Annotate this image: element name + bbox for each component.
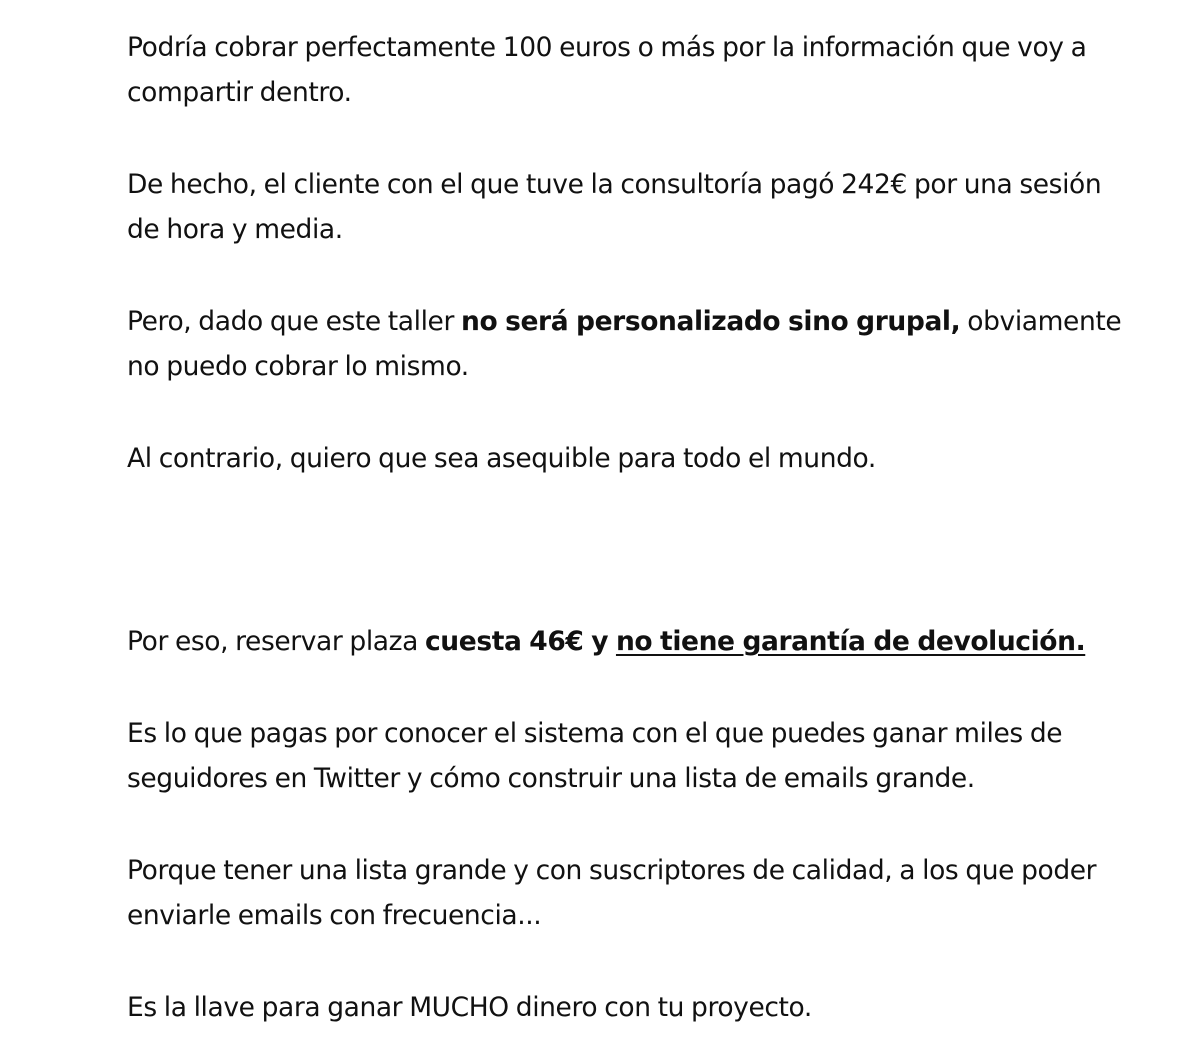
- paragraph-affordable: Al contrario, quiero que sea asequible para todo el mundo.: [127, 443, 876, 474]
- bold-text: no será personalizado sino grupal,: [460, 306, 961, 337]
- text-segment: obviamente no puedo cobrar lo mismo.: [127, 306, 1122, 382]
- paragraph-conclusion: Es la llave para ganar MUCHO dinero con tu proyecto.: [127, 992, 812, 1023]
- paragraph-system: Es lo que pagas por conocer el sistema con el que puedes ganar miles de seguidores en Twitter y cómo construir una lista de emails grande.: [127, 718, 1063, 794]
- text-segment: Por eso, reservar plaza: [127, 626, 425, 657]
- bold-text: cuesta 46€ y: [425, 626, 616, 657]
- paragraph-email-list: Porque tener una lista grande y con suscriptores de calidad, a los que poder enviarle emails con frecuencia...: [127, 855, 1097, 931]
- paragraph-group-workshop: [127, 299, 1127, 389]
- article-body: [127, 25, 1127, 1030]
- paragraph-consultancy: De hecho, el cliente con el que tuve la consultoría pagó 242€ por una sesión de hora y media.: [127, 169, 1102, 245]
- underlined-bold-text: no tiene garantía de devolución.: [615, 626, 1086, 657]
- paragraph-reservation-price: [127, 619, 1127, 664]
- paragraph-price-value: Podría cobrar perfectamente 100 euros o más por la información que voy a compartir dentro.: [127, 32, 1087, 108]
- text-segment: Pero, dado que este taller: [127, 306, 461, 337]
